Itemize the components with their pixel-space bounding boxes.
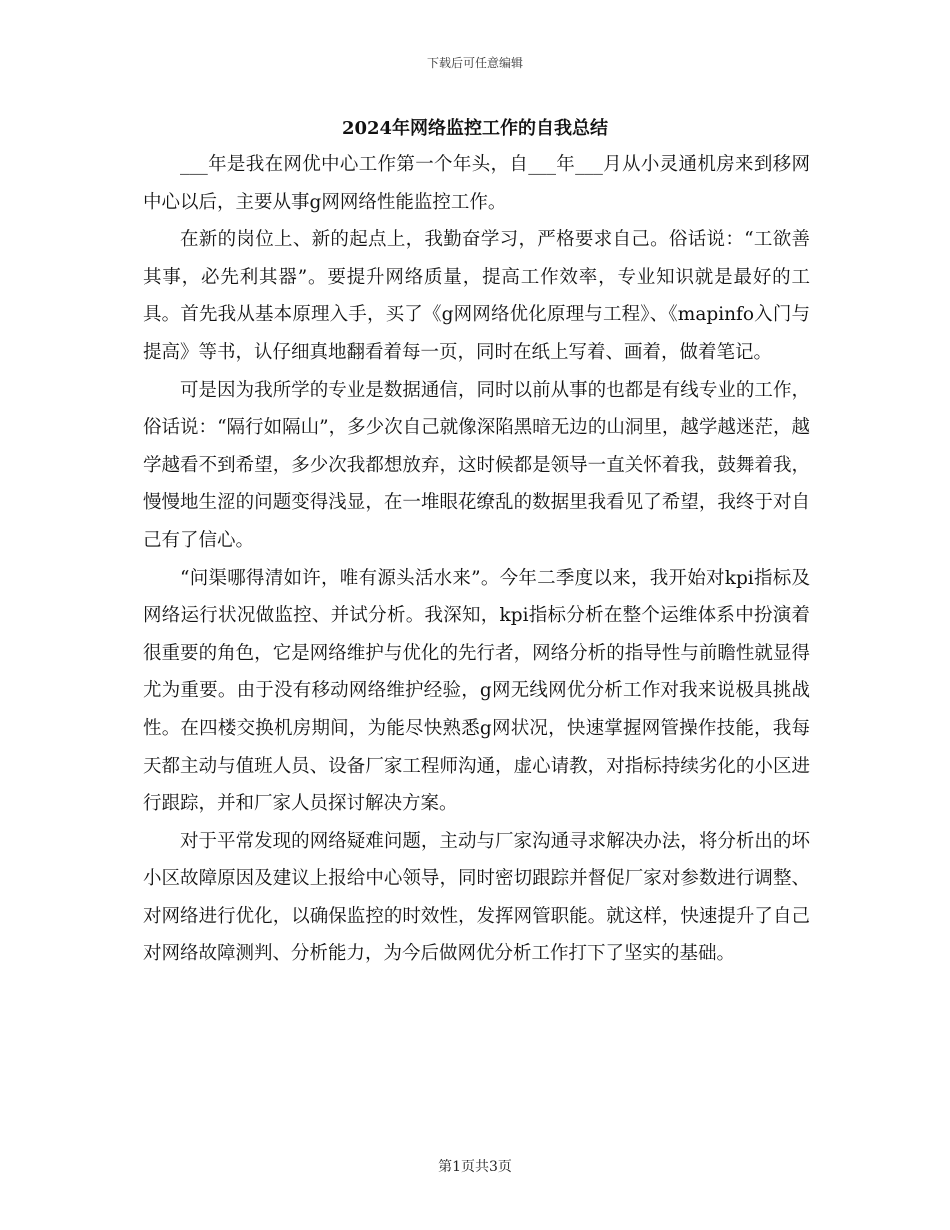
paragraph: 对于平常发现的网络疑难问题，主动与厂家沟通寻求解决办法，将分析出的坏小区故障原因及建议上报给中心领导，同时密切跟踪并督促厂家对参数进行调整、对网络进行优化，以确保监控的时效性，发挥网管职能。就这样，快速提升了自己对网络故障测判、分析能力，为今后做网优分析工作打下了坚实的基础。 [143, 830, 810, 965]
page-footer: 第1页共3页 [438, 1159, 512, 1175]
paragraph: “问渠哪得清如许，唯有源头活水来”。今年二季度以来，我开始对kpi指标及网络运行状况做监控、并试分析。我深知，kpi指标分析在整个运维体系中扮演着很重要的角色，它是网络维护与优化的先行者，网络分析的指导性与前瞻性就显得尤为重要。由于没有移动网络维护经验，g网无线网优分析工作对我来说极具挑战性。在四楼交换机房期间，为能尽快熟悉g网状况，快速掌握网管操作技能，我每天都主动与值班人员、设备厂家工程师沟通，虚心请教，对指标持续劣化的小区进行跟踪，并和厂家人员探讨解决方案。 [143, 567, 810, 815]
paragraph: ___年是我在网优中心工作第一个年头，自___年___月从小灵通机房来到移网中心以后，主要从事g网网络性能监控工作。 [143, 154, 810, 213]
header-note: 下载后可任意编辑 [426, 56, 523, 70]
paragraph: 可是因为我所学的专业是数据通信，同时以前从事的也都是有线专业的工作，俗话说：“隔行如隔山”，多少次自己就像深陷黑暗无边的山洞里，越学越迷茫，越学越看不到希望，多少次我都想放弃，这时候都是领导一直关怀着我，鼓舞着我，慢慢地生涩的问题变得浅显，在一堆眼花缭乱的数据里我看见了希望，我终于对自己有了信心。 [143, 379, 810, 551]
document-title: 2024年网络监控工作的自我总结 [341, 118, 609, 139]
paragraph: 在新的岗位上、新的起点上，我勤奋学习，严格要求自己。俗话说：“工欲善其事，必先利其器”。要提升网络质量，提高工作效率，专业知识就是最好的工具。首先我从基本原理入手，买了《g网网络优化原理与工程》、《mapinfo入门与提高》等书，认仔细真地翻看着每一页，同时在纸上写着、画着，做着笔记。 [143, 229, 810, 363]
document-body [143, 146, 810, 973]
